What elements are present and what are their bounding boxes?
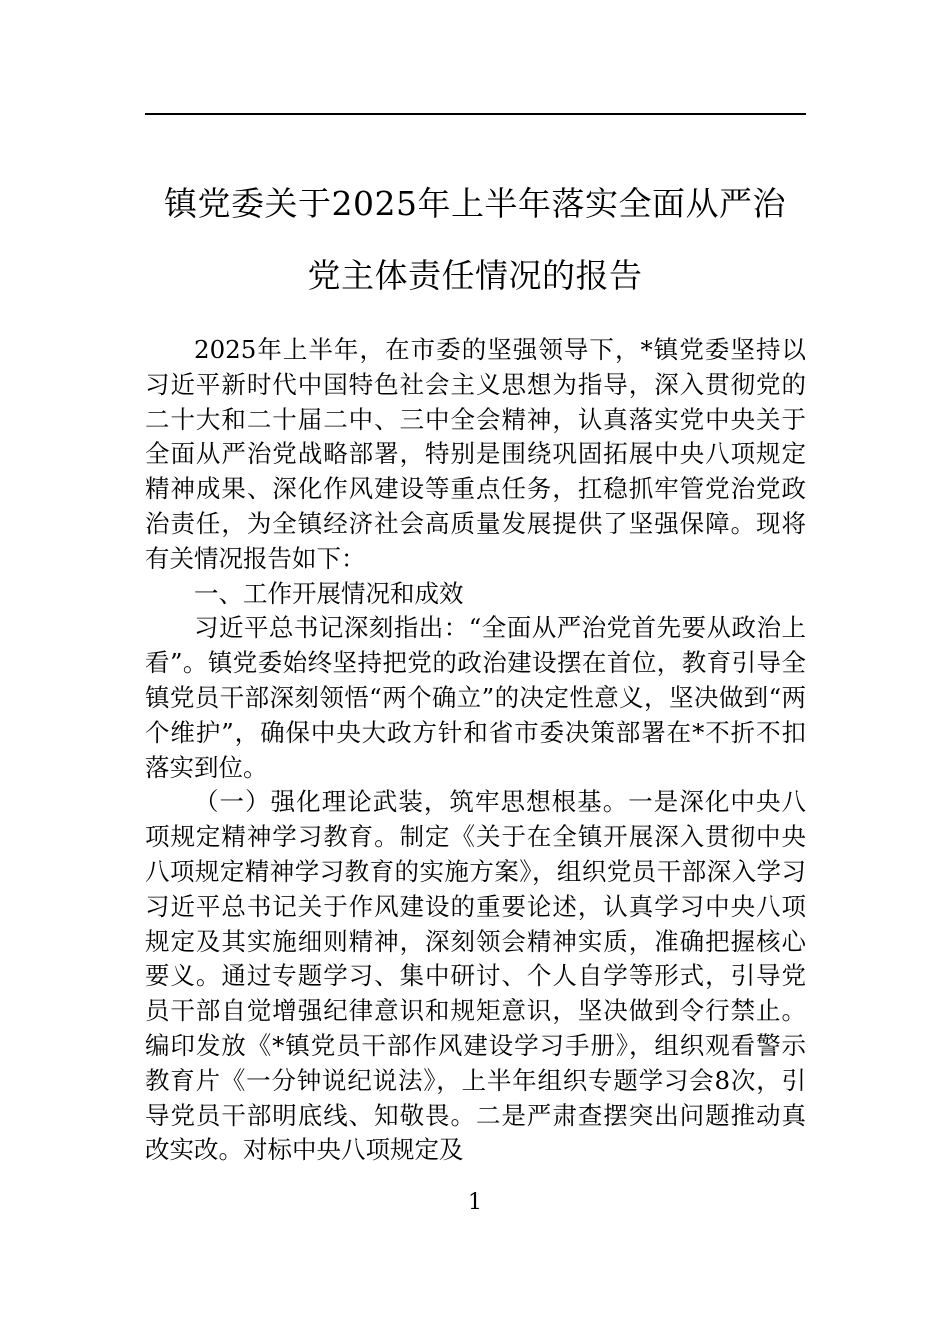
subsection-1-paragraph: （一）强化理论武装，筑牢思想根基。一是深化中央八项规定精神学习教育。制定《关于在全镇开展深入贯彻中央八项规定精神学习教育的实施方案》，组织党员干部深入学习习近平总书记关于作风建设的重要论述，认真学习中央八项规定及其实施细则精神，深刻领会精神实质，准确把握核心要义。通过专题学习、集中研讨、个人自学等形式，引导党员干部自觉增强纪律意识和规矩意识，坚决做到令行禁止。编印发放《*镇党员干部作风建设学习手册》，组织观看警示教育片《一分钟说纪说法》，上半年组织专题学习会8次，引导党员干部明底线、知敬畏。二是严肃查摆突出问题推动真改实改。对标中央八项规定及 bbox=[145, 787, 806, 1165]
document-body bbox=[145, 333, 806, 1168]
document-title bbox=[120, 168, 830, 312]
header-rule bbox=[145, 113, 806, 115]
title-line-2: 党主体责任情况的报告 bbox=[307, 256, 643, 295]
intro-paragraph: 2025年上半年，在市委的坚强领导下，*镇党委坚持以习近平新时代中国特色社会主义思想为指导，深入贯彻党的二十大和二十届二中、三中全会精神，认真落实党中央关于全面从严治党战略部署，特别是围绕巩固拓展中央八项规定精神成果、深化作风建设等重点任务，扛稳抓牢管党治党政治责任，为全镇经济社会高质量发展提供了坚强保障。现将有关情况报告如下： bbox=[145, 335, 806, 573]
section-1-paragraph: 习近平总书记深刻指出：“全面从严治党首先要从政治上看”。镇党委始终坚持把党的政治建设摆在首位，教育引导全镇党员干部深刻领悟“两个确立”的决定性意义，坚决做到“两个维护”，确保中央大政方针和省市委决策部署在*不折不扣落实到位。 bbox=[145, 613, 806, 782]
section-heading-1: 一、工作开展情况和成效 bbox=[194, 578, 464, 608]
title-line-1: 镇党委关于2025年上半年落实全面从严治 bbox=[164, 184, 786, 223]
page-number: 1 bbox=[468, 1190, 482, 1215]
